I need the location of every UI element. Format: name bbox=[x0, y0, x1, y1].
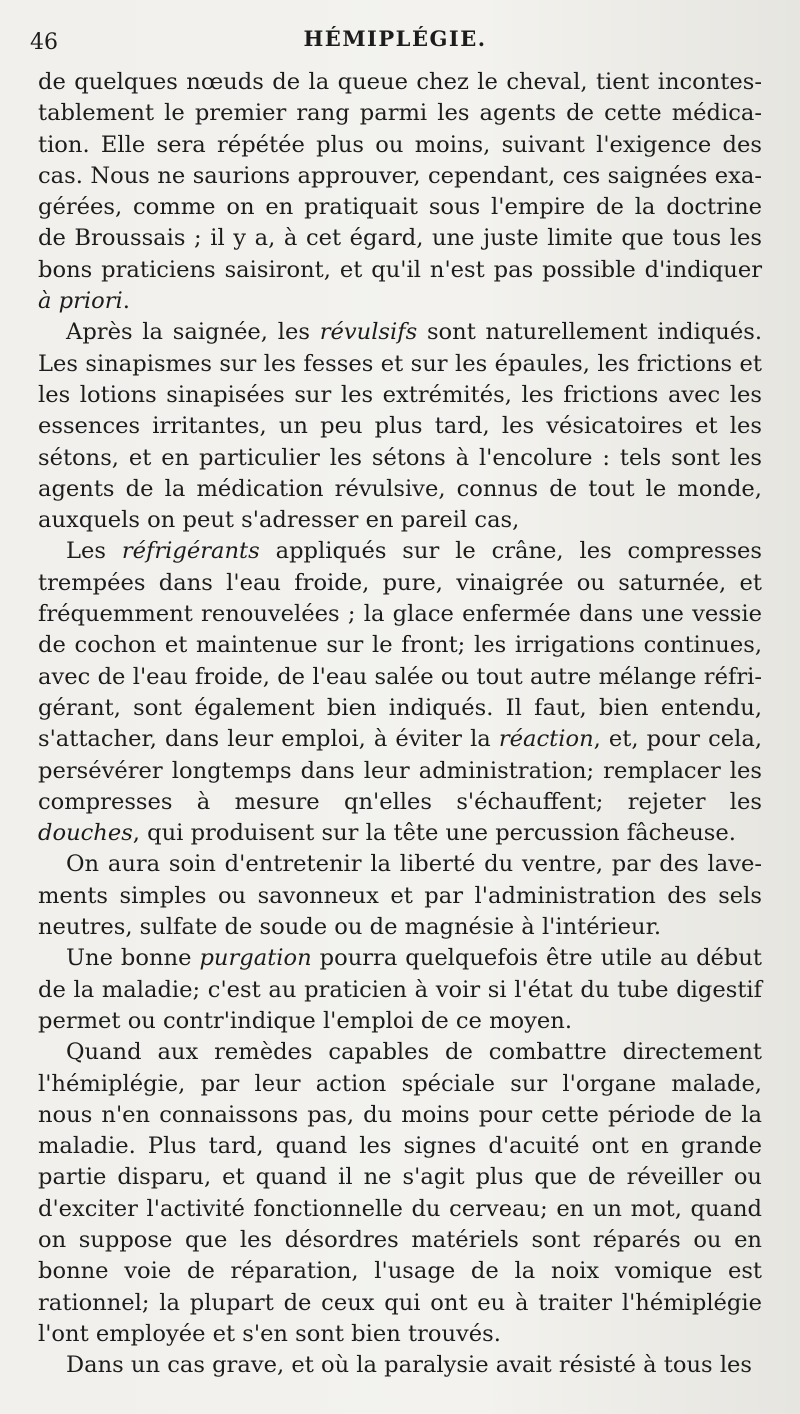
paragraph bbox=[38, 943, 762, 1037]
text-segment: , qui produisent sur la tête une percussion fâcheuse. bbox=[132, 820, 736, 847]
paragraph bbox=[38, 67, 762, 317]
text-segment: On aura soin d'entretenir la liberté du ventre, par des lavements simples ou savonneux et par l'administration des sels neutres, sulfate de soude ou de magnésie à l'intérieur. bbox=[38, 851, 762, 941]
italic-segment: réfrigérants bbox=[121, 538, 260, 565]
text-segment: sont naturellement indiqués. Les sinapismes sur les fesses et sur les épaules, les frictions et les lotions sinapisées sur les extrémités, les frictions avec les essences irritantes, un peu plus tard, les vésicatoires et les sétons, et en particulier les sétons à l'encolure : tels sont les agents de la médication révulsive, connus de tout le monde, auxquels on peut s'adresser en pareil cas, bbox=[38, 319, 763, 534]
page-header bbox=[30, 24, 760, 60]
text-segment: Dans un cas grave, et où la paralysie avait résisté à tous les bbox=[66, 1352, 753, 1379]
page-number: 46 bbox=[30, 30, 58, 55]
italic-segment: révulsifs bbox=[319, 319, 418, 346]
running-title: HÉMIPLÉGIE. bbox=[303, 26, 487, 51]
body-text bbox=[38, 67, 762, 1381]
text-segment: de quelques nœuds de la queue chez le cheval, tient incontestablement le premier rang parmi les agents de cette médication. Elle sera répétée plus ou moins, suivant l'exigence des cas. Nous ne saurions approuver, cependant, ces saignées exagérées, comme on en pratiquait sous l'empire de la doctrine de Broussais ; il y a, à cet égard, une juste limite que tous les bons praticiens saisiront, et qu'il n'est pas possible d'indiquer bbox=[38, 69, 762, 283]
text-segment: , et, pour cela, persévérer longtemps dans leur administration; remplacer les compresses à mesure qn'elles s'échauffent; rejeter les bbox=[38, 726, 763, 815]
paragraph bbox=[38, 849, 762, 943]
text-segment: Quand aux remèdes capables de combattre directement l'hémiplégie, par leur action spéciale sur l'organe malade, nous n'en connaissons pas, du moins pour cette période de la maladie. Plus tard, quand les signes d'acuité ont en grande partie disparu, et quand il ne s'agit plus que de réveiller ou d'exciter l'activité fonctionnelle du cerveau; en un mot, quand on suppose que les désordres matériels sont réparés ou en bonne voie de réparation, l'usage de la noix vomique est rationnel; la plupart de ceux qui ont eu à traiter l'hémiplégie l'ont employée et s'en sont bien trouvés. bbox=[38, 1039, 762, 1347]
italic-segment: réaction bbox=[498, 726, 594, 753]
text-segment: . bbox=[122, 288, 130, 315]
paragraph bbox=[38, 317, 762, 536]
text-segment: Les bbox=[66, 538, 122, 565]
text-segment: pourra quelquefois être utile au début de la maladie; c'est au praticien à voir si l'état du tube digestif permet ou contr'indique l'emploi de ce moyen. bbox=[38, 945, 762, 1034]
italic-segment: douches bbox=[38, 820, 133, 847]
paragraph bbox=[38, 1350, 762, 1381]
paragraph bbox=[38, 536, 762, 849]
text-segment: appliqués sur le crâne, les compresses trempées dans l'eau froide, pure, vinaigrée ou saturnée, et fréquemment renouvelées ; la glace enfermée dans une vessie de cochon et maintenue sur le front; les irrigations continues, avec de l'eau froide, de l'eau salée ou tout autre mélange réfrigérant, sont également bien indiqués. Il faut, bien entendu, s'attacher, dans leur emploi, à éviter la bbox=[38, 538, 762, 753]
text-segment: Une bonne bbox=[66, 945, 200, 972]
italic-segment: à priori bbox=[38, 288, 123, 315]
text-segment: Après la saignée, les bbox=[66, 319, 320, 346]
italic-segment: purgation bbox=[199, 945, 312, 972]
paragraph bbox=[38, 1037, 762, 1350]
